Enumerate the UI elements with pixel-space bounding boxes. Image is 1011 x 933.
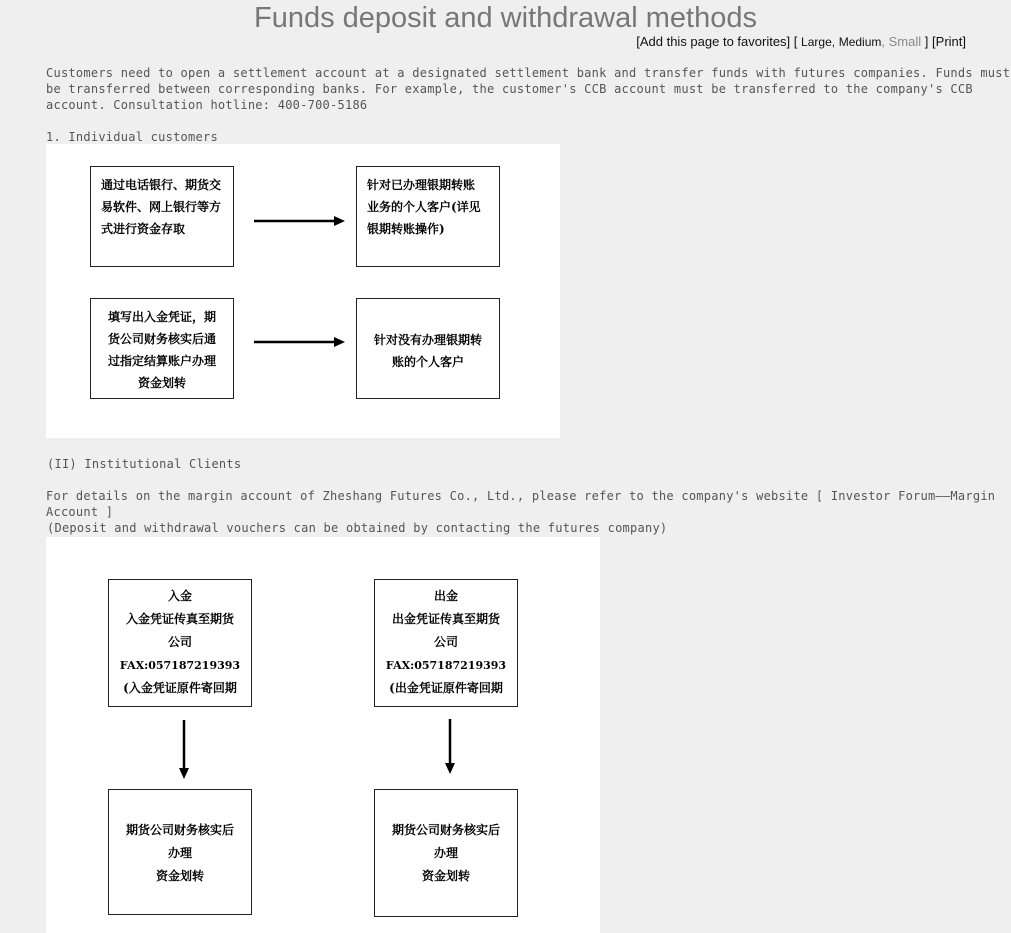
deposit-box — [108, 579, 252, 707]
font-size-bracket-open: [ — [793, 34, 798, 49]
box-line: 易软件、网上银行等方 — [101, 200, 222, 214]
individual-flow-diagram — [46, 144, 560, 438]
box-line: 期货公司财务核实后 — [125, 823, 234, 837]
box-line: 出金凭证传真至期货 — [391, 612, 500, 626]
voucher-note: (Deposit and withdrawal vouchers can be obtained by contacting the futures company) — [47, 521, 668, 535]
box-line: 针对已办理银期转账 — [367, 178, 476, 192]
details-line: Account ] — [46, 505, 114, 519]
box-line: 入金 — [167, 589, 192, 603]
box-line: 办理 — [433, 846, 458, 860]
bank-futures-transfer-customer-box — [356, 166, 500, 267]
box-line: 货公司财务核实后通 — [107, 332, 216, 346]
right-arrow-icon — [254, 335, 346, 349]
print-link[interactable]: [Print] — [932, 34, 966, 49]
intro-line: be transferred between corresponding banks. For example, the customer's CCB account must be transferred to the company's CCB — [46, 82, 973, 96]
page-toolbar — [636, 34, 966, 49]
box-line: 公司 — [433, 635, 458, 649]
box-line: 账的个人客户 — [391, 355, 464, 369]
box-line: 填写出入金凭证，期 — [107, 310, 216, 324]
box-line: 入金凭证传真至期货 — [125, 612, 234, 626]
institutional-flow-diagram — [46, 537, 600, 933]
add-to-favorites-link[interactable]: [Add this page to favorites] — [636, 34, 791, 49]
box-line: 期货公司财务核实后 — [391, 823, 500, 837]
box-line: 业务的个人客户(详见 — [367, 200, 481, 214]
box-line: 针对没有办理银期转 — [373, 333, 482, 347]
section1-heading: 1. Individual customers — [46, 130, 218, 144]
down-arrow-icon — [443, 719, 457, 775]
deposit-result-box — [108, 789, 252, 915]
box-line: 式进行资金存取 — [101, 222, 186, 236]
intro-paragraph — [46, 65, 1010, 113]
section2-heading: (II) Institutional Clients — [47, 457, 242, 471]
font-size-large-link[interactable]: Large, — [801, 35, 836, 49]
font-size-separator: , — [881, 34, 886, 49]
fax-number: FAX:057187219393 — [385, 659, 507, 672]
intro-line: account. Consultation hotline: 400-700-5186 — [46, 98, 368, 112]
box-line: (入金凭证原件寄回期 — [123, 681, 237, 695]
right-arrow-icon — [254, 214, 346, 228]
font-size-small-link[interactable]: Small — [888, 34, 922, 49]
fill-voucher-box — [90, 298, 234, 399]
page-title: Funds deposit and withdrawal methods — [254, 2, 757, 34]
details-line: For details on the margin account of Zheshang Futures Co., Ltd., please refer to the company's website [ Investor Forum——Margin — [46, 489, 996, 503]
box-line: 资金划转 — [155, 869, 204, 883]
fax-number: FAX:057187219393 — [119, 659, 241, 672]
box-line: 资金划转 — [421, 869, 470, 883]
font-size-bracket-close: ] — [924, 34, 929, 49]
withdrawal-result-box — [374, 789, 518, 917]
box-line: (出金凭证原件寄回期 — [389, 681, 503, 695]
no-transfer-customer-box — [356, 298, 500, 399]
box-line: 公司 — [167, 635, 192, 649]
phone-online-banking-box — [90, 166, 234, 267]
font-size-medium-link[interactable]: Medium — [838, 35, 882, 49]
down-arrow-icon — [177, 720, 191, 780]
box-line: 通过电话银行、期货交 — [101, 178, 222, 192]
institutional-details — [46, 488, 995, 520]
box-line: 银期转账操作) — [367, 222, 445, 236]
box-line: 办理 — [167, 846, 192, 860]
box-line: 资金划转 — [137, 376, 186, 390]
box-line: 出金 — [433, 589, 458, 603]
withdrawal-box — [374, 579, 518, 707]
box-line: 过指定结算账户办理 — [107, 354, 216, 368]
intro-line: Customers need to open a settlement account at a designated settlement bank and transfer funds with futures companies. Funds must — [46, 66, 1011, 80]
